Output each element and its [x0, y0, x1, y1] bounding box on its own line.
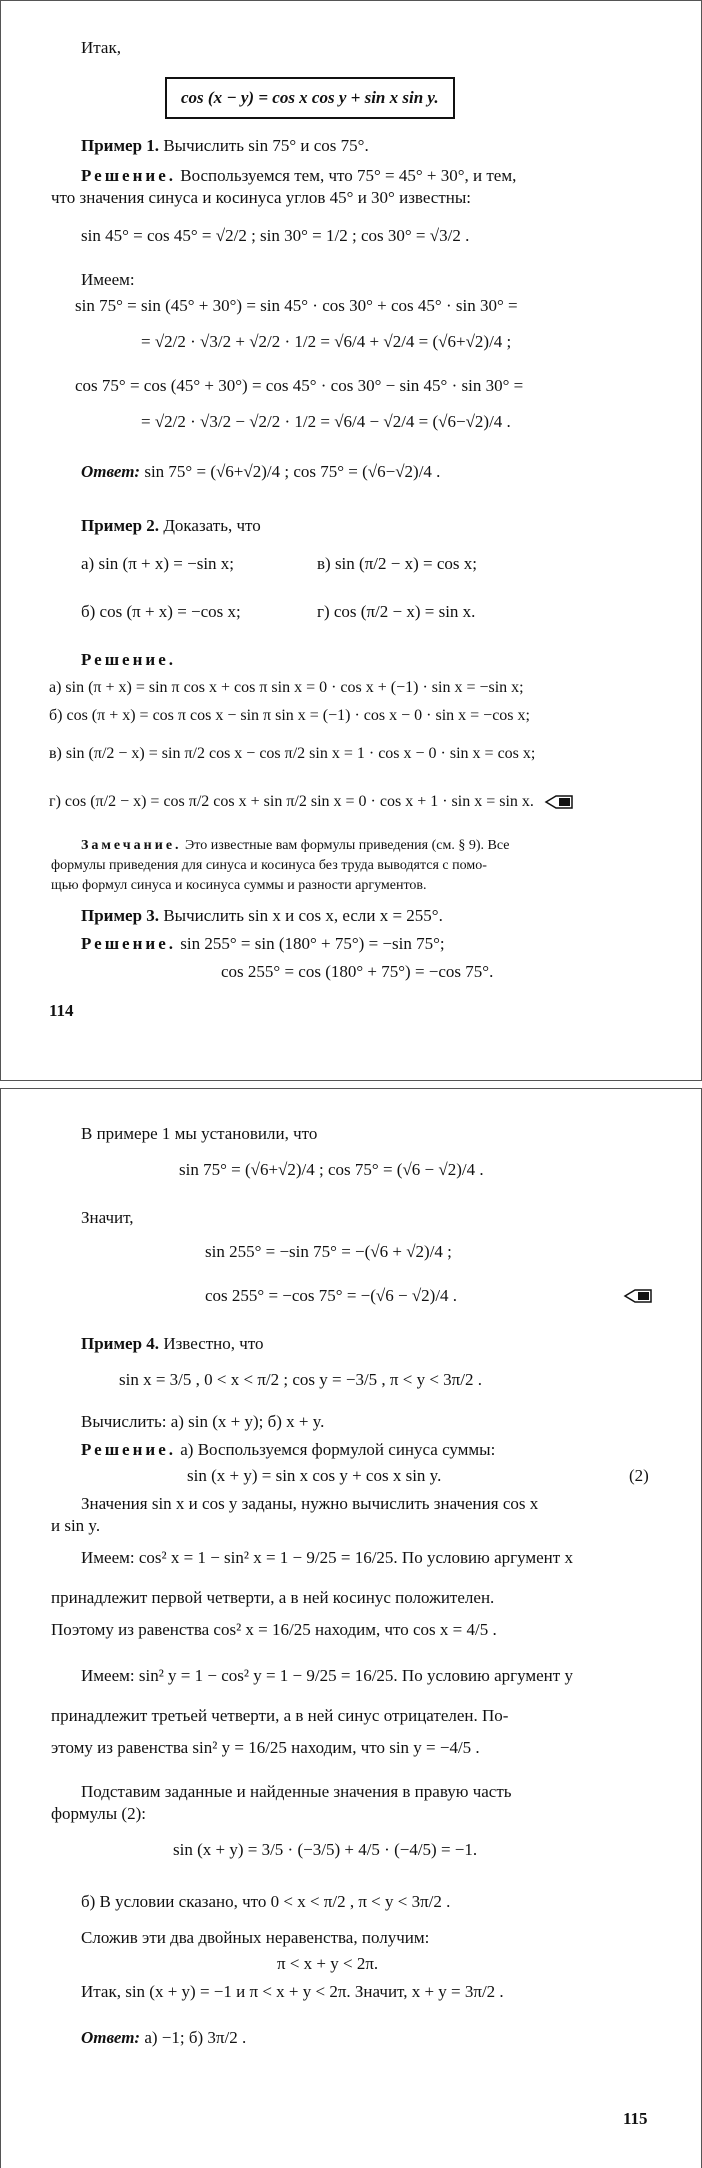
boxed-formula: cos (x − y) = cos x cos y + sin x sin y. [165, 77, 455, 119]
example-2-heading [81, 515, 261, 537]
example-4-result: sin (x + y) = 3/5 · (−3/5) + 4/5 · (−4/5) = −1. [173, 1840, 478, 1859]
example-4-b-line-2: Сложив эти два двойных неравенства, получим: [81, 1928, 430, 1947]
end-of-solution-icon [544, 795, 574, 809]
cos75-derivation-line-1: cos 75° = cos (45° + 30°) = cos 45° · cos 30° − sin 45° · sin 30° = [75, 376, 524, 395]
page-115 [0, 1088, 702, 2168]
page-114 [0, 0, 702, 1080]
end-of-solution-icon [623, 1289, 653, 1303]
example-2-item-v: в) sin (π/2 − x) = cos x; [317, 554, 477, 573]
example-4-solution-line-1 [81, 1439, 495, 1461]
example-4-answer [81, 2027, 246, 2049]
example-1-answer [81, 461, 440, 483]
remark-line-2: формулы приведения для синуса и косинуса без труда выводятся с помо- [51, 858, 487, 873]
example-2-solution-a: а) sin (π + x) = sin π cos x + cos π sin x = 0 · cos x + (−1) · sin x = −sin x; [49, 679, 524, 696]
example-2-solution-b: б) cos (π + x) = cos π cos x − sin π sin x = (−1) · cos x − 0 · sin x = −cos x; [49, 707, 530, 724]
example-1-solution-line-2: что значения синуса и косинуса углов 45° и 30° известны: [51, 188, 472, 207]
example-1-solution-line-1 [81, 165, 516, 187]
example-3-title: Пример 3. [81, 906, 160, 925]
example-4-given: sin x = 3/5 , 0 < x < π/2 ; cos y = −3/5 , π < y < 3π/2 . [119, 1370, 482, 1389]
example-3-solution-line-2: cos 255° = cos (180° + 75°) = −cos 75°. [221, 962, 494, 981]
intro-text: Итак, [81, 38, 121, 57]
remark-line-1 [81, 837, 509, 855]
solution-label: Решение. [81, 166, 176, 185]
example-1-solution-text-1: Воспользуемся тем, что 75° = 45° + 30°, и тем, [180, 166, 517, 185]
example-2-item-b: б) cos (π + x) = −cos x; [81, 602, 241, 621]
example-4-b-line-4: Итак, sin (x + y) = −1 и π < x + y < 2π. Значит, x + y = 3π/2 . [81, 1982, 504, 2001]
example-1-title: Пример 1. [81, 136, 160, 155]
example-2-solution-g-text: г) cos (π/2 − x) = cos π/2 cos x + sin π/2 sin x = 0 · cos x + 1 · sin x = sin x. [49, 793, 534, 810]
example-4-formula: sin (x + y) = sin x cos y + cos x sin y. [187, 1466, 442, 1485]
example-4-p4-line-2: формулы (2): [51, 1804, 146, 1823]
example-2-item-a: а) sin (π + x) = −sin x; [81, 554, 235, 573]
example-2-solution-label: Решение. [81, 650, 176, 669]
example-4-b-line-1: б) В условии сказано, что 0 < x < π/2 , π < y < 3π/2 . [81, 1892, 451, 1911]
example-4-title: Пример 4. [81, 1334, 160, 1353]
example-3-solution-text-1: sin 255° = sin (180° + 75°) = −sin 75°; [180, 934, 445, 953]
known-values: sin 45° = cos 45° = √2/2 ; sin 30° = 1/2 ; cos 30° = √3/2 . [81, 226, 470, 245]
example-4-p3-line-1: Имеем: sin² y = 1 − cos² y = 1 − 9/25 = 16/25. По условию аргумент y [81, 1666, 573, 1685]
example-4-p3-line-2: принадлежит третьей четверти, а в ней синус отрицателен. По- [51, 1706, 509, 1725]
example-3-text: Вычислить sin x и cos x, если x = 255°. [163, 906, 443, 925]
answer-label: Ответ: [81, 462, 141, 481]
example-2-solution-g [49, 791, 574, 813]
example-4-p4-line-1: Подставим заданные и найденные значения в правую часть [81, 1782, 512, 1801]
p115-cos-255: cos 255° = −cos 75° = −(√6 − √2)/4 . [205, 1286, 458, 1305]
p115-intro: В примере 1 мы установили, что [81, 1124, 318, 1143]
example-2-text: Доказать, что [163, 516, 261, 535]
p115-sin-cos-75: sin 75° = (√6+√2)/4 ; cos 75° = (√6 − √2)/4 . [179, 1160, 484, 1179]
example-4-p1-line-1: Значения sin x и cos y заданы, нужно вычислить значения cos x [81, 1494, 539, 1513]
example-4-p3-line-3: этому из равенства sin² y = 16/25 находим, что sin y = −4/5 . [51, 1738, 480, 1757]
formula-number: (2) [629, 1466, 649, 1485]
example-3-solution-line-1 [81, 933, 445, 955]
cos75-derivation-line-2: = √2/2 · √3/2 − √2/2 · 1/2 = √6/4 − √2/4 = (√6−√2)/4 . [141, 412, 511, 431]
solution-label: Решение. [81, 1440, 176, 1459]
example-4-heading [81, 1333, 264, 1355]
example-1-answer-text: sin 75° = (√6+√2)/4 ; cos 75° = (√6−√2)/4 . [144, 462, 441, 481]
p115-therefore: Значит, [81, 1208, 134, 1227]
example-4-b-line-3: π < x + y < 2π. [277, 1954, 379, 1973]
example-4-text: Известно, что [163, 1334, 264, 1353]
example-4-p1-line-2: и sin y. [51, 1516, 101, 1535]
example-2-solution-v: в) sin (π/2 − x) = sin π/2 cos x − cos π/2 sin x = 1 · cos x − 0 · sin x = cos x; [49, 745, 536, 762]
example-1-text: Вычислить sin 75° и cos 75°. [163, 136, 369, 155]
have-label: Имеем: [81, 270, 135, 289]
example-4-p2-line-1: Имеем: cos² x = 1 − sin² x = 1 − 9/25 = 16/25. По условию аргумент x [81, 1548, 573, 1567]
sin75-derivation-line-2: = √2/2 · √3/2 + √2/2 · 1/2 = √6/4 + √2/4 = (√6+√2)/4 ; [141, 332, 512, 351]
example-1-heading [81, 135, 369, 157]
sin75-derivation-line-1: sin 75° = sin (45° + 30°) = sin 45° · cos 30° + cos 45° · sin 30° = [75, 296, 518, 315]
example-4-task: Вычислить: а) sin (x + y); б) x + y. [81, 1412, 325, 1431]
example-4-p2-line-3: Поэтому из равенства cos² x = 16/25 находим, что cos x = 4/5 . [51, 1620, 497, 1639]
page-number-114: 114 [49, 1001, 74, 1020]
remark-line-3: щью формул синуса и косинуса суммы и разности аргументов. [51, 878, 427, 893]
example-2-item-g: г) cos (π/2 − x) = sin x. [317, 602, 476, 621]
example-4-answer-text: а) −1; б) 3π/2 . [144, 2028, 247, 2047]
p115-sin-255: sin 255° = −sin 75° = −(√6 + √2)/4 ; [205, 1242, 452, 1261]
page-number-115: 115 [623, 2109, 648, 2128]
example-3-solution-label: Решение. [81, 934, 176, 953]
answer-label: Ответ: [81, 2028, 141, 2047]
example-4-p2-line-2: принадлежит первой четверти, а в ней косинус положителен. [51, 1588, 495, 1607]
example-4-solution-a: а) Воспользуемся формулой синуса суммы: [180, 1440, 496, 1459]
remark-text-1: Это известные вам формулы приведения (см. § 9). Все [185, 838, 510, 853]
example-2-title: Пример 2. [81, 516, 160, 535]
remark-label: Замечание. [81, 838, 182, 853]
example-3-heading [81, 905, 443, 927]
